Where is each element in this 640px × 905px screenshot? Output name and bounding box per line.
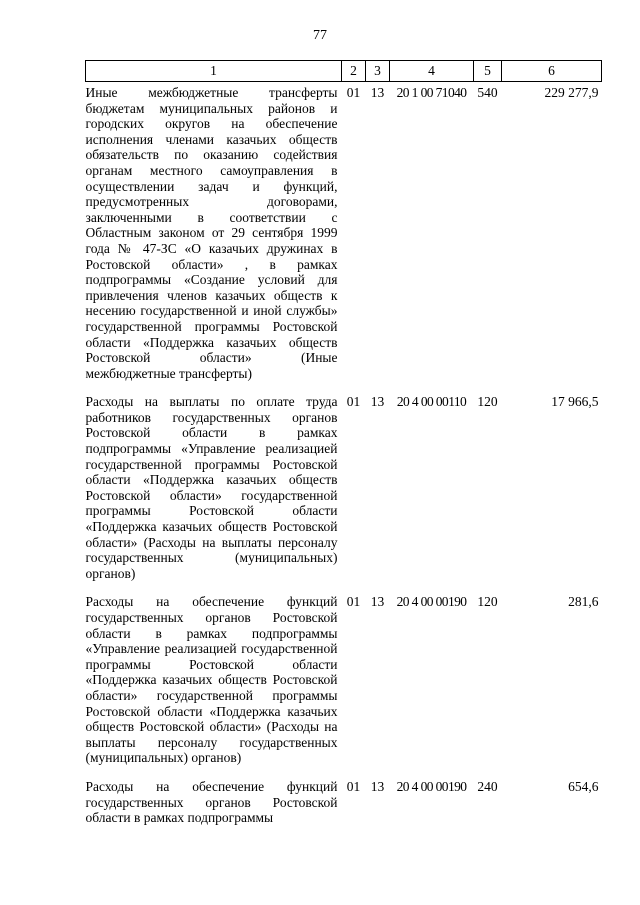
column-header-amount: 6: [502, 61, 602, 82]
row-section: 01: [346, 85, 361, 100]
page-number: 77: [313, 28, 327, 43]
row-description: Расходы на выплаты по оплате труда работников государственных органов Ростовской области в рамках подпрограммы «Управление реализацией государственной программы Ростовской области «Поддержка казачьих обществ Ростовской области» государственной программы Ростовской области «Поддержка казачьих обществ Ростовской области» (Расходы на выплаты персоналу государственных (муниципальных) органов): [85, 394, 338, 581]
table-row: [86, 776, 602, 836]
row-target-article: 20 4 00 00110: [396, 394, 467, 410]
row-target-article: 20 4 00 00190: [396, 778, 467, 794]
row-subsection: 13: [370, 594, 385, 610]
row-expense-type: 540: [477, 85, 498, 100]
table-row: [86, 591, 602, 776]
column-header-target-article: 4: [390, 61, 474, 82]
row-section: 01: [346, 594, 361, 610]
row-amount: 17 966,5: [551, 394, 599, 410]
column-header-expense-type: 5: [474, 61, 502, 82]
row-subsection: 13: [370, 394, 385, 410]
row-section: 01: [346, 394, 361, 410]
row-expense-type: 120: [477, 394, 498, 410]
row-subsection: 13: [370, 85, 385, 100]
row-description: Расходы на обеспечение функций государственных органов Ростовской области в рамках подпрограммы «Управление реализацией государственной программы Ростовской области «Поддержка казачьих обществ Ростовской области» государственной программы Ростовской области «Поддержка казачьих обществ Ростовской области» (Расходы на выплаты персоналу государственных (муниципальных) органов): [85, 594, 338, 766]
column-header-section: 2: [342, 61, 366, 82]
column-header-subsection: 3: [366, 61, 390, 82]
column-header-description: 1: [86, 61, 342, 82]
row-target-article: 20 1 00 71040: [396, 85, 467, 100]
row-amount: 281,6: [568, 594, 599, 610]
row-section: 01: [346, 778, 361, 794]
row-target-article: 20 4 00 00190: [396, 594, 467, 610]
table-header-row: [86, 61, 602, 82]
row-amount: 229 277,9: [544, 85, 599, 100]
row-expense-type: 240: [477, 778, 498, 794]
row-subsection: 13: [370, 778, 385, 794]
row-description: Иные межбюджетные трансферты бюджетам муниципальных районов и городских округов на обеспечение исполнения членами казачьих обществ обязательств по оказанию содействия органам местного самоуправления в осуществлении задач и функций, предусмотренных договорами, заключенными в соответствии с Областным законом от 29 сентября 1999 года № 47-ЗС «О казачьих дружинах в Ростовской области» , в рамках подпрограммы «Создание условий для привлечения членов казачьих обществ к несению государственной и иной службы» государственной программы Ростовской области «Поддержка казачьих обществ Ростовской области» (Иные межбюджетные трансферты): [85, 85, 338, 381]
row-amount: 654,6: [568, 778, 599, 794]
table-row: [86, 82, 602, 392]
row-expense-type: 120: [477, 594, 498, 610]
row-description: Расходы на обеспечение функций государственных органов Ростовской области в рамках подпрограммы: [85, 778, 338, 826]
budget-table: [85, 60, 602, 836]
table-row: [86, 391, 602, 591]
